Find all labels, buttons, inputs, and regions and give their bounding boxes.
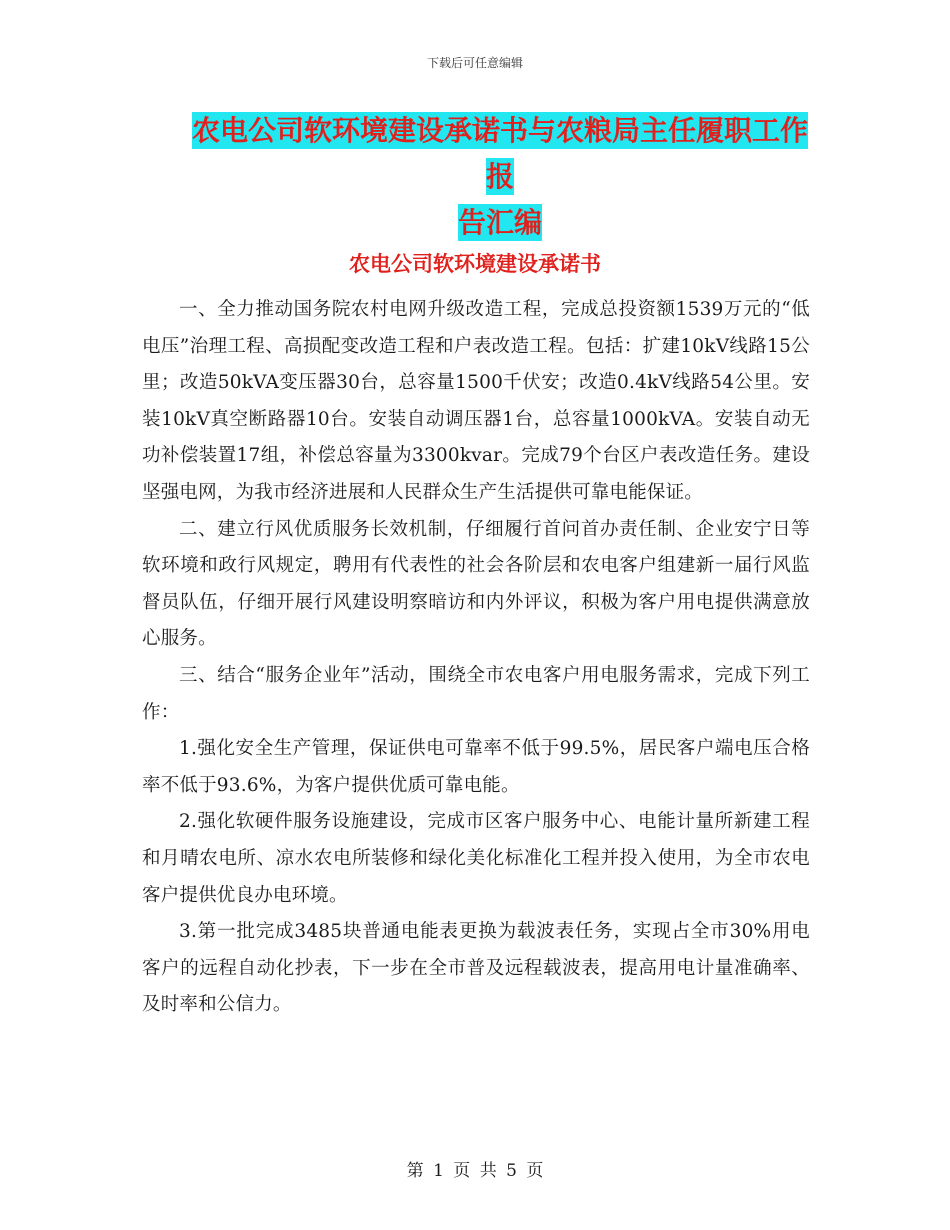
header-note: 下载后可任意编辑 (426, 56, 523, 70)
paragraph-3: 三、结合“服务企业年”活动，围绕全市农电客户用电服务需求，完成下列工作： (142, 664, 810, 723)
page-number: 第 1 页 共 5 页 (406, 1161, 544, 1181)
paragraph-5: 2.强化软硬件服务设施建设，完成市区客户服务中心、电能计量所新建工程和月晴农电所、凉水农电所装修和绿化美化标准化工程并投入使用，为全市农电客户提供优良办电环境。 (142, 811, 810, 906)
paragraph-4: 1.强化安全生产管理，保证供电可靠率不低于99.5%，居民客户端电压合格率不低于93.6%，为客户提供优质可靠电能。 (142, 738, 810, 796)
paragraph-2: 二、建立行风优质服务长效机制，仔细履行首问首办责任制、企业安宁日等软环境和政行风规定，聘用有代表性的社会各阶层和农电客户组建新一届行风监督员队伍，仔细开展行风建设明察暗访和内外评议，积极为客户用电提供满意放心服务。 (142, 518, 810, 650)
document-body (142, 292, 810, 1024)
document-title (190, 108, 810, 246)
paragraph-6: 3.第一批完成3485块普通电能表更换为载波表任务，实现占全市30%用电客户的远程自动化抄表，下一步在全市普及远程载波表，提高用电计量准确率、及时率和公信力。 (142, 921, 810, 1016)
section-title: 农电公司软环境建设承诺书 (349, 252, 601, 276)
paragraph-1: 一、全力推动国务院农村电网升级改造工程，完成总投资额1539万元的“低电压”治理工程、高损配变改造工程和户表改造工程。包括：扩建10kV线路15公里；改造50kVA变压器30台，总容量1500千伏安；改造0.4kV线路54公里。安装10kV真空断路器10台。安装自动调压器1台，总容量1000kVA。安装自动无功补偿装置17组，补偿总容量为3300kvar。完成79个台区户表改造任务。建设坚强电网，为我市经济进展和人民群众生产生活提供可靠电能保证。 (142, 299, 810, 503)
document-title-line-2: 告汇编 (457, 206, 542, 239)
document-title-line-1: 农电公司软环境建设承诺书与农粮局主任履职工作报 (191, 114, 808, 193)
